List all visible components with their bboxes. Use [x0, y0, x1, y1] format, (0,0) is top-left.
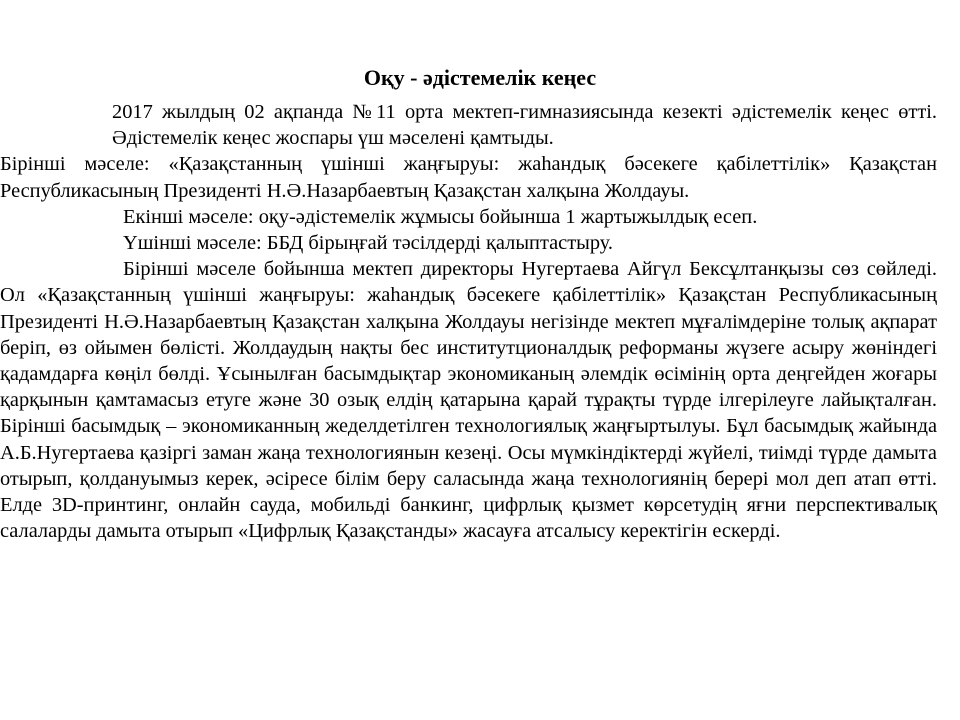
- paragraph-third-issue: Үшінші мәселе: ББД бірыңғай тәсілдерді қалыптастыру.: [123, 232, 613, 255]
- document-body: [0, 99, 937, 544]
- paragraph-intro: 2017 жылдың 02 ақпанда №11 орта мектеп-гимназиясында кезекті әдістемелік кеңес өтті. Әдістемелік кеңес жоспары үш мәселені қамтыды.: [112, 101, 937, 150]
- paragraph-discussion: Бірінші мәселе бойынша мектеп директоры Нугертаева Айгүл Бекcұлтанқызы сөз сөйледі. Ол «Қазақстанның үшінші жаңғыруы: жаһандық бәсекеге қабілеттілік» Қазақстан Республикасының Президенті Н.Ә.Назарбаевтың Қазақстан халқына Жолдауы негізінде мектеп мұғалімдеріне толық ақпарат беріп, өз ойымен бөлісті. Жолдаудың нақты бес институтционалдық реформаны жүзеге асыру жөніндегі қадамдарға көңіл бөлді. Ұсынылған басымдықтар экономиканың әлемдік өсімінің орта деңгейден жоғары қарқынын қамтамасыз етуге және 30 озық елдің қатарына қарай тұрақты түрде ілгерілеуге лайықталған. Бірінші басымдық – экономиканның жеделдетілген технологиялық жаңғыртылуы. Бұл басымдық жайында А.Б.Нугертаева қазіргі заман жаңа технологиянын кезеңі. Осы мүмкіндіктерді жүйелі, тиімді түрде дамыта отырып, қолдануымыз керек, әсіресе білім беру саласында жаңа технологиянің берері мол деп атап өтті. Елде 3D-принтинг, онлайн сауда, мобильді банкинг, цифрлық қызмет көрсетудің яғни перспективалық салаларды дамыта отырып «Цифрлық Қазақстанды» жасауға атсалысу керектігін ескерді.: [0, 258, 937, 543]
- document-title: Оқу - әдістемелік кеңес: [363, 65, 597, 90]
- paragraph-second-issue: Екінші мәселе: оқу-әдістемелік жұмысы бойынша 1 жартыжылдық есеп.: [123, 205, 758, 228]
- paragraph-first-issue: Бірінші мәселе: «Қазақстанның үшінші жаңғыруы: жаһандық бәсекеге қабілеттілік» Қазақстан Республикасының Президенті Н.Ә.Назарбаевтың Қазақстан халқына Жолдауы.: [0, 153, 937, 202]
